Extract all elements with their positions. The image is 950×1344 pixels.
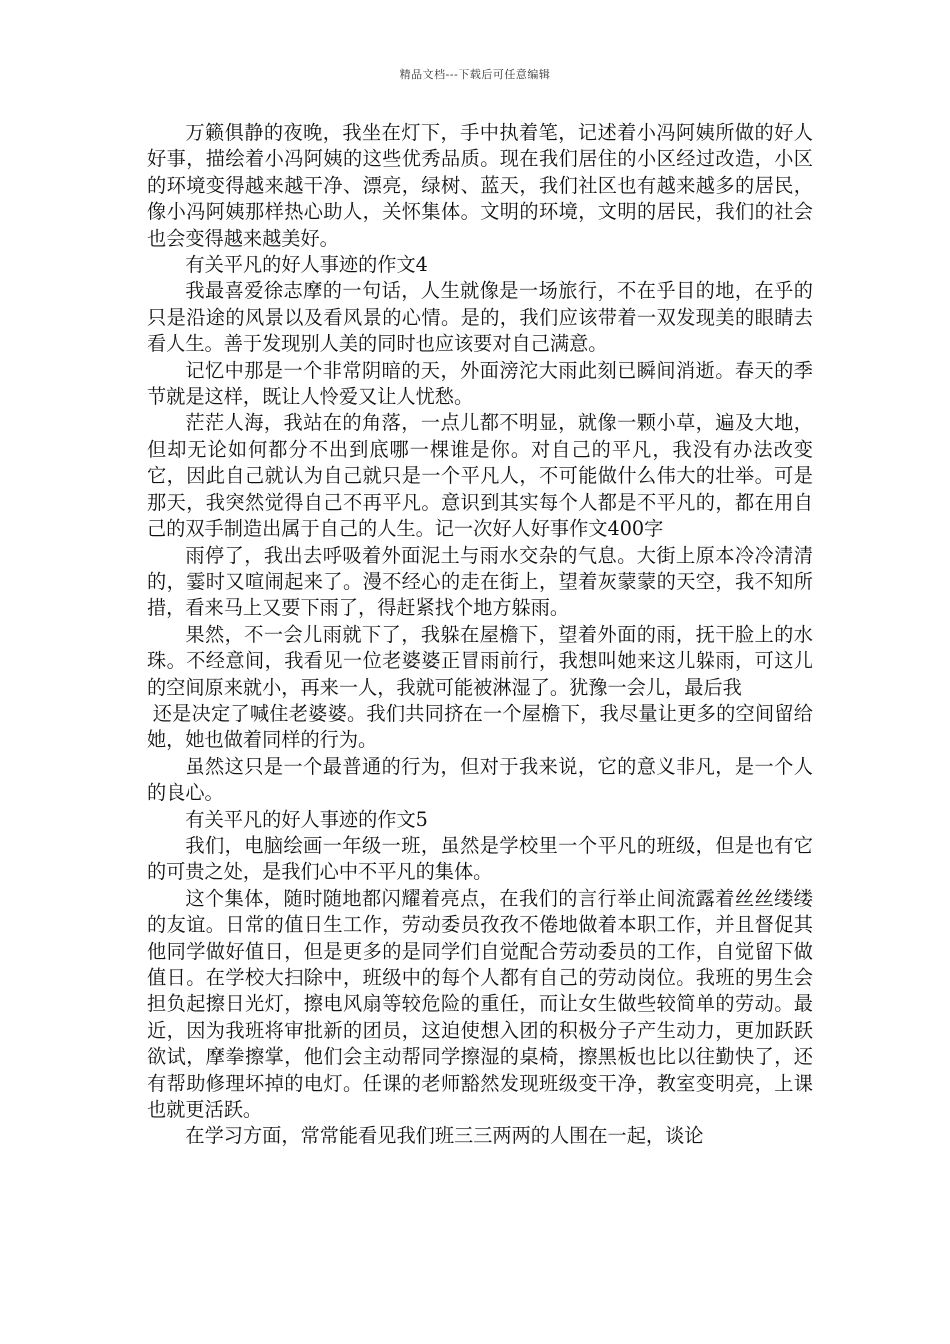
paragraph: 雨停了，我出去呼吸着外面泥土与雨水交杂的气息。大街上原本冷冷清清的，霎时又喧闹起来了。漫不经心的走在街上，望着灰蒙蒙的天空，我不知所措，看来马上又要下雨了，得赶紧找个地方躲雨。: [147, 543, 813, 620]
paragraph: 在学习方面，常常能看见我们班三三两两的人围在一起，谈论: [185, 1124, 704, 1148]
document-body: [147, 120, 813, 1150]
paragraph: 果然，不一会儿雨就下了，我躲在屋檐下，望着外面的雨，抚干脸上的水珠。不经意间，我看见一位老婆婆正冒雨前行，我想叫她来这儿躲雨，可这儿的空间原来就小，再来一人，我就可能被淋湿了。犹豫一会儿，最后我: [147, 622, 813, 699]
page-header: 精品文档---下载后可任意编辑: [399, 68, 551, 81]
paragraph: 茫茫人海，我站在的角落，一点儿都不明显，就像一颗小草，遍及大地，但却无论如何都分不出到底哪一棵谁是你。对自己的平凡，我没有办法改变它，因此自己就认为自己就只是一个平凡人，不可能做什么伟大的壮举。可是那天，我突然觉得自己不再平凡。意识到其实每个人都是不平凡的，都在用自己的双手制造出属于自己的人生。记一次好人好事作文400字: [147, 411, 813, 541]
paragraph: 万籁俱静的夜晚，我坐在灯下，手中执着笔，记述着小冯阿姨所做的好人好事，描绘着小冯阿姨的这些优秀品质。现在我们居住的小区经过改造，小区的环境变得越来越干净、漂亮，绿树、蓝天，我们社区也有越来越多的居民，像小冯阿姨那样热心助人，关怀集体。文明的环境，文明的居民，我们的社会也会变得越来越美好。: [147, 121, 813, 250]
paragraph: 虽然这只是一个最普通的行为，但对于我来说，它的意义非凡，是一个人的良心。: [147, 754, 813, 805]
paragraph: 我最喜爱徐志摩的一句话，人生就像是一场旅行，不在乎目的地，在乎的只是沿途的风景以及看风景的心情。是的，我们应该带着一双发现美的眼睛去看人生。善于发现别人美的同时也应该要对自己满意。: [147, 279, 813, 356]
section-heading: 有关平凡的好人事迹的作文5: [185, 807, 428, 831]
paragraph: 记忆中那是一个非常阴暗的天，外面滂沱大雨此刻已瞬间消逝。春天的季节就是这样，既让人怜爱又让人忧愁。: [147, 358, 813, 409]
paragraph: 还是决定了喊住老婆婆。我们共同挤在一个屋檐下，我尽量让更多的空间留给她，她也做着同样的行为。: [147, 701, 813, 752]
paragraph: 这个集体，随时随地都闪耀着亮点，在我们的言行举止间流露着丝丝缕缕的友谊。日常的值日生工作，劳动委员孜孜不倦地做着本职工作，并且督促其他同学做好值日，但是更多的是同学们自觉配合劳动委员的工作，自觉留下做值日。在学校大扫除中，班级中的每个人都有自己的劳动岗位。我班的男生会担负起擦日光灯，擦电风扇等较危险的重任，而让女生做些较简单的劳动。最近，因为我班将审批新的团员，这迫使想入团的积极分子产生动力，更加跃跃欲试，摩拳擦掌，他们会主动帮同学擦湿的桌椅，擦黑板也比以往勤快了，还有帮助修理坏掉的电灯。任课的老师豁然发现班级变干净，教室变明亮，上课也就更活跃。: [147, 886, 813, 1122]
section-heading: 有关平凡的好人事迹的作文4: [185, 253, 428, 277]
paragraph: 我们，电脑绘画一年级一班，虽然是学校里一个平凡的班级，但是也有它的可贵之处，是我们心中不平凡的集体。: [147, 833, 813, 884]
